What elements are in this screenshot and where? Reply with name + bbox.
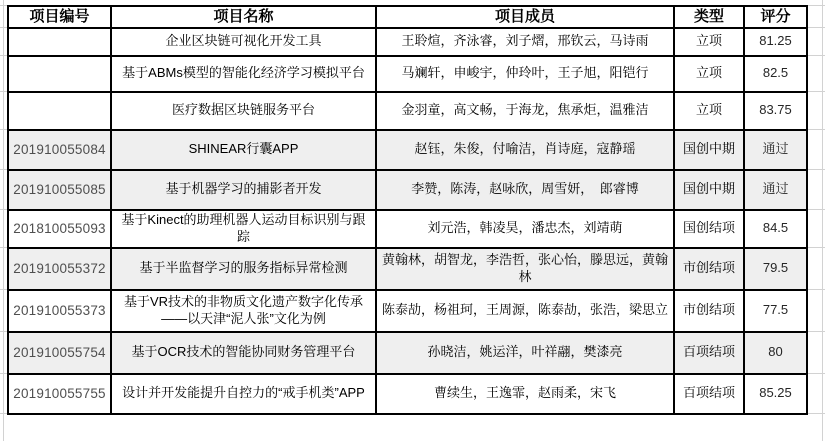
column-header-members[interactable]: 项目成员 [376,6,674,28]
cell-score[interactable]: 81.25 [744,28,807,56]
cell-type[interactable]: 国创结项 [674,210,744,248]
cell-score[interactable]: 85.25 [744,374,807,414]
gridline-tick [808,209,825,210]
gridline-tick [0,55,7,56]
gridline-tick [808,27,825,28]
column-header-type[interactable]: 类型 [674,6,744,28]
cell-type[interactable]: 市创结项 [674,290,744,332]
cell-members[interactable]: 刘元浩，韩凌昊，潘忠杰，刘靖萌 [376,210,674,248]
gridline-tick [0,289,7,290]
cell-id[interactable]: 201910055755 [8,374,111,414]
cell-name[interactable]: 企业区块链可视化开发工具 [111,28,376,56]
cell-name[interactable]: SHINEAR行囊APP [111,130,376,170]
cell-members[interactable]: 曹续生，王逸霏，赵雨柔，宋飞 [376,374,674,414]
gridline-tick [0,5,7,6]
projects-table [7,5,808,415]
cell-type[interactable]: 国创中期 [674,130,744,170]
cell-members[interactable]: 王聆煊，齐泳睿，刘子熠，邢钦云，马诗雨 [376,28,674,56]
excel-gridline-left [3,0,4,441]
cell-score[interactable]: 80 [744,332,807,374]
cell-name[interactable]: 医疗数据区块链服务平台 [111,92,376,130]
cell-type[interactable]: 立项 [674,92,744,130]
cell-members[interactable]: 马斓轩，申峻宇，仲玲叶，王子旭，阳铠行 [376,56,674,92]
table-row [8,56,807,92]
gridline-tick [0,129,7,130]
column-header-name[interactable]: 项目名称 [111,6,376,28]
gridline-tick [0,331,7,332]
cell-id[interactable]: 201910055085 [8,170,111,210]
cell-name[interactable]: 设计并开发能提升自控力的“戒手机类”APP [111,374,376,414]
cell-members[interactable]: 金羽童，高文畅，于海龙，焦承炬，温雅洁 [376,92,674,130]
cell-name[interactable]: 基于VR技术的非物质文化遗产数字化传承——以天津“泥人张”文化为例 [111,290,376,332]
cell-id[interactable] [8,28,111,56]
gridline-tick [0,27,7,28]
excel-gridline-right [822,0,823,441]
gridline-tick [808,247,825,248]
gridline-tick [808,55,825,56]
table-header-row [8,6,807,28]
table-row [8,290,807,332]
cell-id[interactable]: 201910055084 [8,130,111,170]
cell-id[interactable]: 201910055754 [8,332,111,374]
gridline-tick [808,91,825,92]
cell-type[interactable]: 国创中期 [674,170,744,210]
table-row [8,170,807,210]
column-header-id[interactable]: 项目编号 [8,6,111,28]
column-header-score[interactable]: 评分 [744,6,807,28]
cell-score[interactable]: 77.5 [744,290,807,332]
cell-name[interactable]: 基于Kinect的助理机器人运动目标识别与跟踪 [111,210,376,248]
cell-type[interactable]: 百项结项 [674,374,744,414]
gridline-tick [0,413,7,414]
cell-members[interactable]: 赵钰，朱俊，付喻洁，肖诗庭，寇静瑶 [376,130,674,170]
gridline-tick [808,289,825,290]
cell-type[interactable]: 立项 [674,28,744,56]
table-row [8,332,807,374]
cell-score[interactable]: 84.5 [744,210,807,248]
cell-name[interactable]: 基于OCR技术的智能协同财务管理平台 [111,332,376,374]
cell-id[interactable]: 201910055372 [8,248,111,290]
cell-score[interactable]: 82.5 [744,56,807,92]
table-row [8,374,807,414]
cell-name[interactable]: 基于ABMs模型的智能化经济学习模拟平台 [111,56,376,92]
table-row [8,92,807,130]
table-row [8,130,807,170]
cell-name[interactable]: 基于半监督学习的服务指标异常检测 [111,248,376,290]
gridline-tick [808,5,825,6]
cell-type[interactable]: 立项 [674,56,744,92]
cell-id[interactable]: 201810055093 [8,210,111,248]
cell-id[interactable] [8,56,111,92]
gridline-tick [0,373,7,374]
cell-type[interactable]: 百项结项 [674,332,744,374]
cell-members[interactable]: 陈泰劼，杨祖珂，王周源，陈泰劼，张浩，梁思立 [376,290,674,332]
cell-name[interactable]: 基于机器学习的捕影者开发 [111,170,376,210]
cell-members[interactable]: 孙晓洁，姚运洋，叶祥翮，樊漆亮 [376,332,674,374]
cell-score[interactable]: 通过 [744,170,807,210]
cell-members[interactable]: 李赞，陈涛，赵咏欣，周雪妍， 郎睿博 [376,170,674,210]
gridline-tick [0,209,7,210]
gridline-tick [808,413,825,414]
table-row [8,248,807,290]
gridline-tick [0,169,7,170]
cell-score[interactable]: 83.75 [744,92,807,130]
gridline-tick [0,247,7,248]
cell-members[interactable]: 黄翰林，胡智龙，李浩哲，张心怡，滕思远，黄翰林 [376,248,674,290]
gridline-tick [808,373,825,374]
gridline-tick [808,169,825,170]
gridline-tick [0,91,7,92]
gridline-tick [808,129,825,130]
cell-id[interactable]: 201910055373 [8,290,111,332]
table-row [8,210,807,248]
gridline-tick [808,331,825,332]
cell-score[interactable]: 通过 [744,130,807,170]
cell-type[interactable]: 市创结项 [674,248,744,290]
cell-id[interactable] [8,92,111,130]
table-row [8,28,807,56]
cell-score[interactable]: 79.5 [744,248,807,290]
